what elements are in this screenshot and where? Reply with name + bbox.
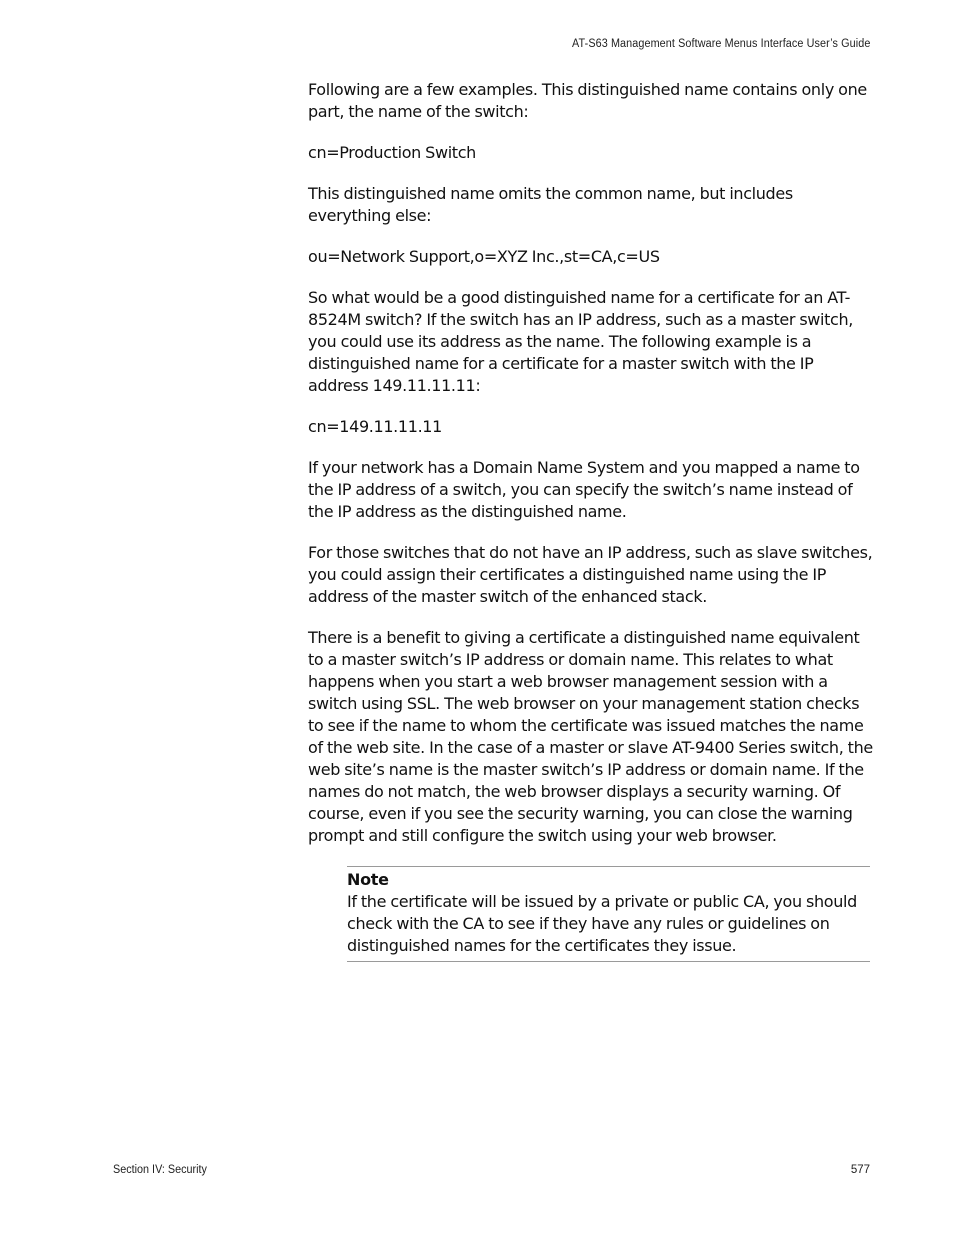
example-dn-production-switch: cn=Production Switch: [308, 143, 476, 162]
paragraph-omits-common-name: This distinguished name omits the common name, but includes everything else:: [308, 184, 793, 225]
body-text: [308, 79, 874, 866]
paragraph-domain-name-system: If your network has a Domain Name System and you mapped a name to the IP address of a switch, you can specify the switch’s name instead of the IP address as the distinguished name.: [308, 458, 860, 521]
note-text: If the certificate will be issued by a private or public CA, you should check with the CA to see if they have any rules or guidelines on distinguished names for the certificates they issue.: [347, 892, 857, 955]
note-box: [347, 866, 870, 962]
note-title: Note: [347, 870, 389, 889]
paragraph-good-distinguished-name: So what would be a good distinguished name for a certificate for an AT-8524M switch? If the switch has an IP address, such as a master switch, you could use its address as the name. The following example is a distinguished name for a certificate for a master switch with the IP address 149.11.11.11:: [308, 288, 854, 395]
paragraph-slave-switches: For those switches that do not have an IP address, such as slave switches, you could assign their certificates a distinguished name using the IP address of the master switch of the enhanced stack.: [308, 543, 873, 606]
paragraph-benefit-ssl: There is a benefit to giving a certificate a distinguished name equivalent to a master switch’s IP address or domain name. This relates to what happens when you start a web browser management session with a switch using SSL. The web browser on your management station checks to see if the name to whom the certificate was issued matches the name of the web site. In the case of a master or slave AT-9400 Series switch, the web site’s name is the master switch’s IP address or domain name. If the names do not match, the web browser displays a security warning. Of course, even if you see the security warning, you can close the warning prompt and still configure the switch using your web browser.: [308, 628, 873, 845]
footer-section-label: Section IV: Security: [113, 1164, 207, 1176]
paragraph-examples-intro: Following are a few examples. This distinguished name contains only one part, the name of the switch:: [308, 80, 867, 121]
example-dn-network-support: ou=Network Support,o=XYZ Inc.,st=CA,c=US: [308, 247, 660, 266]
running-header: AT-S63 Management Software Menus Interface User’s Guide: [571, 38, 870, 50]
footer-page-number: 577: [850, 1164, 870, 1176]
example-dn-ip-address: cn=149.11.11.11: [308, 417, 442, 436]
